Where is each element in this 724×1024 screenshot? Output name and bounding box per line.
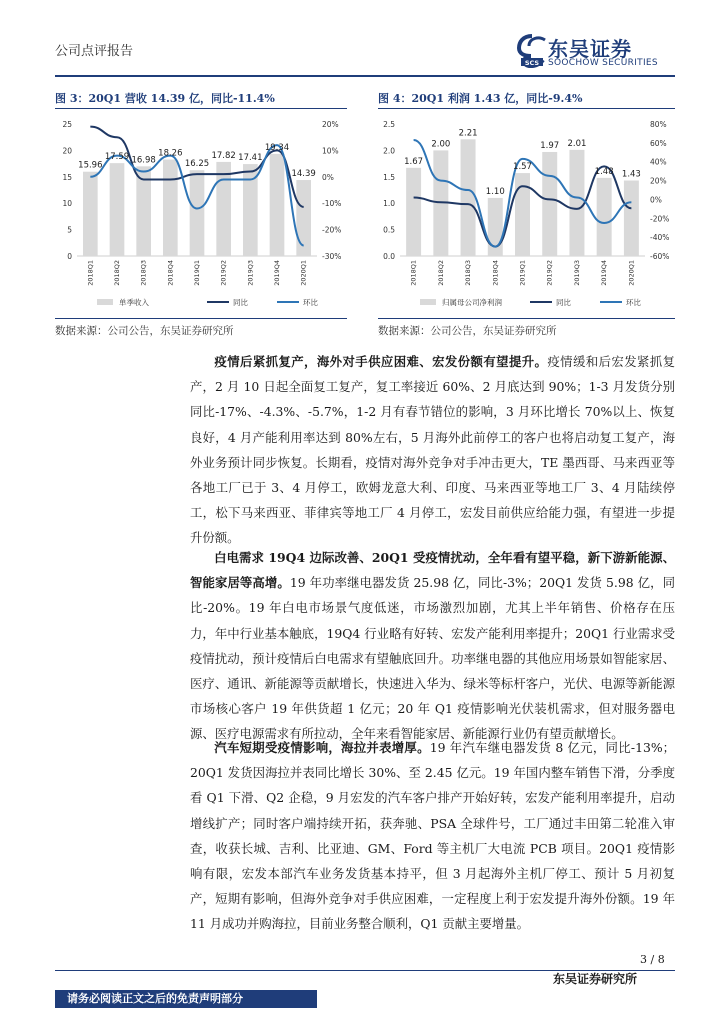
- bar: [83, 172, 98, 256]
- page-number: 3 / 8: [640, 953, 665, 966]
- figure-4-source: 数据来源：公司公告，东吴证券研究所: [378, 325, 557, 337]
- left-axis-tick-label: 1.5: [383, 172, 395, 182]
- category-label: 2019Q1: [193, 260, 201, 286]
- logo-chinese-name: 东吴证券: [548, 37, 632, 61]
- left-axis-tick-label: 1.0: [383, 199, 395, 209]
- left-axis-tick-label: 0.5: [383, 225, 395, 235]
- bar-data-label: 16.25: [184, 159, 210, 170]
- bar: [216, 162, 231, 256]
- figure-3-source: 数据来源：公司公告，东吴证券研究所: [55, 325, 234, 337]
- category-label: 2018Q1: [409, 260, 418, 286]
- bar: [597, 178, 612, 256]
- logo-icon: [517, 34, 547, 68]
- bar-data-label: 17.82: [211, 150, 236, 161]
- left-axis-tick-label: 0: [67, 252, 72, 261]
- right-axis-tick-label: 20%: [322, 120, 339, 129]
- header-divider: [55, 75, 675, 77]
- category-label: 2018Q4: [491, 260, 500, 286]
- figure-4-title: 图 4：20Q1 利润 1.43 亿，同比-9.4%: [378, 92, 583, 105]
- bar-data-label: 1.97: [540, 140, 560, 151]
- legend-bar-label: 单季收入: [119, 298, 149, 307]
- bar-data-label: 2.00: [431, 139, 451, 150]
- bar: [406, 168, 421, 256]
- bar: [461, 139, 476, 256]
- left-axis-tick-label: 0.0: [383, 252, 395, 261]
- right-axis-tick-label: -20%: [322, 225, 342, 235]
- category-label: 2019Q4: [273, 260, 281, 286]
- category-label: 2019Q2: [219, 260, 228, 286]
- bar: [569, 150, 584, 256]
- legend-qoq-label: 环比: [303, 298, 318, 307]
- legend-yoy-label: 同比: [556, 298, 571, 307]
- figure-4-top-rule: [378, 108, 675, 109]
- right-axis-tick-label: -40%: [650, 233, 670, 243]
- logo-english-name: SOOCHOW SECURITIES: [548, 58, 658, 68]
- paragraph-recovery-heading: 疫情后紧抓复产，海外对手供应困难、宏发份额有望提升。: [214, 354, 548, 369]
- bar-data-label: 1.43: [621, 169, 641, 180]
- figure-4-bottom-rule: [378, 318, 675, 319]
- legend-yoy-label: 同比: [233, 298, 248, 307]
- footer-institution: 东吴证券研究所: [553, 972, 638, 986]
- category-label: 2019Q2: [545, 260, 554, 286]
- bar-data-label: 1.57: [513, 162, 532, 173]
- category-label: 2020Q1: [299, 260, 308, 286]
- right-axis-tick-label: 80%: [650, 120, 667, 129]
- legend-bar-swatch: [97, 299, 113, 305]
- bar-data-label: 2.21: [458, 128, 478, 139]
- revenue-chart: [55, 110, 347, 318]
- right-axis-tick-label: -30%: [322, 252, 342, 261]
- bar-data-label: 16.98: [131, 155, 156, 166]
- bar-data-label: 2.01: [567, 138, 587, 149]
- paragraph-automotive-heading: 汽车短期受疫情影响，海拉并表增厚。: [214, 740, 430, 755]
- paragraph-recovery-body: 疫情缓和后宏发紧抓复产，2 月 10 日起全面复工复产，复工率接近 60%、2 月底达到 90%；1-3 月发货分别同比-17%、-4.3%、-5.7%，1-2 月有春节错位的影响，3 月环比增长 70%以上、恢复良好，4 月产能利用率达到 80%左右，5 月海外此前停工的客户也将启动复工复产，海外业务预计同步恢复。长期看，疫情对海外竞争对手冲击更大，TE 墨西哥、马来西亚等各地工厂已于 3、4 月停工，欧姆龙意大利、印度、马来西亚等地工厂 3、4 月陆续停工，松下马来西亚、菲律宾等地工厂 4 月停工，宏发目前供应给能力强，有望进一步提升份额。: [190, 354, 676, 546]
- legend-bar-label: 归属母公司净利润: [442, 298, 502, 307]
- category-label: 2019Q3: [572, 260, 581, 286]
- legend-qoq-label: 环比: [626, 298, 641, 307]
- right-axis-tick-label: 40%: [650, 157, 667, 167]
- paragraph-appliance: [190, 545, 675, 747]
- category-label: 2018Q4: [166, 260, 175, 286]
- left-axis-tick-label: 10: [62, 199, 72, 209]
- bar-data-label: 17.59: [104, 152, 130, 163]
- paragraph-recovery: [190, 349, 675, 551]
- right-axis-tick-label: 60%: [650, 138, 667, 148]
- right-axis-tick-label: -20%: [650, 214, 670, 224]
- left-axis-tick-label: 2.0: [383, 146, 395, 156]
- legend-bar-swatch: [420, 299, 436, 305]
- bar-data-label: 1.48: [594, 166, 614, 177]
- left-axis-tick-label: 25: [62, 120, 72, 129]
- paragraph-automotive: [190, 735, 675, 937]
- right-axis-tick-label: -10%: [322, 199, 342, 209]
- left-axis-tick-label: 2.5: [383, 120, 395, 129]
- logo-badge-text: SCS: [524, 59, 540, 67]
- bar: [190, 170, 205, 256]
- right-axis-tick-label: 10%: [322, 146, 339, 156]
- right-axis-tick-label: 20%: [650, 176, 667, 186]
- bar: [110, 163, 125, 256]
- category-label: 2018Q2: [113, 260, 121, 286]
- bar-data-label: 1.67: [404, 156, 424, 167]
- company-logo: [517, 34, 547, 68]
- disclaimer-banner[interactable]: 请务必阅读正文之后的免责声明部分: [55, 990, 317, 1008]
- bar-data-label: 15.96: [78, 160, 103, 171]
- figure-3-top-rule: [55, 108, 347, 109]
- report-type-label: 公司点评报告: [55, 44, 134, 59]
- category-label: 2019Q1: [518, 260, 527, 286]
- category-label: 2019Q3: [246, 260, 255, 286]
- bar: [542, 152, 557, 256]
- profit-chart: [378, 110, 675, 318]
- category-label: 2018Q3: [139, 260, 148, 286]
- bar-data-label: 17.41: [238, 153, 263, 164]
- category-label: 2018Q2: [436, 260, 445, 286]
- figure-3-bottom-rule: [55, 318, 347, 319]
- category-label: 2020Q1: [627, 260, 636, 286]
- category-label: 2018Q1: [86, 260, 95, 286]
- left-axis-tick-label: 15: [62, 172, 72, 182]
- paragraph-appliance-heading: 白电需求 19Q4 边际改善、20Q1 受疫情扰动，全年看有望平稳，新下游新能源、智能家居等高增。: [190, 550, 675, 591]
- bar-data-label: 1.10: [485, 186, 505, 197]
- right-axis-tick-label: 0%: [322, 172, 334, 182]
- bar: [624, 180, 639, 256]
- left-axis-tick-label: 5: [67, 225, 72, 235]
- bar: [163, 160, 178, 256]
- figure-3-title: 图 3：20Q1 营收 14.39 亿，同比-11.4%: [55, 92, 275, 105]
- paragraph-automotive-body: 19 年汽车继电器发货 8 亿元，同比-13%；20Q1 发货因海拉并表同比增长 30%、至 2.45 亿元。19 年国内整车销售下滑，分季度看 Q1 下滑、Q2 企稳，9 月宏发的汽车客户排产开始好转，宏发产能利用率提升，启动增线扩产；同时客户端持续开拓，获奔驰、PSA 全球件号，工厂通过丰田第二轮准入审查，收获长城、吉利、比亚迪、GM、Ford 等主机厂大电流 PCB 项目。20Q1 疫情影响有限，宏发本部汽车业务发货基本持平，但 3 月起海外主机厂停工、预计 5 月初复产，短期有影响，但海外竞争对手供应困难，一定程度上利于宏发提升海外份额。19 年 11 月成功并购海拉，目前业务整合顺利，Q1 贡献主要增量。: [190, 740, 676, 932]
- category-label: 2018Q3: [464, 260, 473, 286]
- right-axis-tick-label: -60%: [650, 252, 670, 261]
- bar-data-label: 19.34: [264, 142, 290, 153]
- right-axis-tick-label: 0%: [650, 195, 662, 205]
- bar: [270, 154, 285, 256]
- bar-data-label: 18.26: [158, 148, 183, 159]
- paragraph-appliance-body: 19 年功率继电器发货 25.98 亿，同比-3%；20Q1 发货 5.98 亿，同比-20%。19 年白电市场景气度低迷，市场激烈加剧，尤其上半年销售、价格存在压力，年中行业基本触底，19Q4 行业略有好转、宏发产能利用率提升；20Q1 行业需求受疫情扰动，预计疫情后白电需求有望触底回升。功率继电器的其他应用场景如智能家居、医疗、通讯、新能源等贡献增长，快速进入华为、绿米等标杆客户，光伏、电源等新能源市场核心客户 19 年供货超 1 亿元；20 年 Q1 疫情影响光伏装机需求，但对服务器电源、医疗电源需求有所拉动，全年来看智能家居、新能源行业仍有望贡献增长。: [190, 575, 675, 742]
- bar-data-label: 14.39: [291, 169, 316, 180]
- category-label: 2019Q4: [600, 260, 609, 286]
- left-axis-tick-label: 20: [62, 146, 72, 156]
